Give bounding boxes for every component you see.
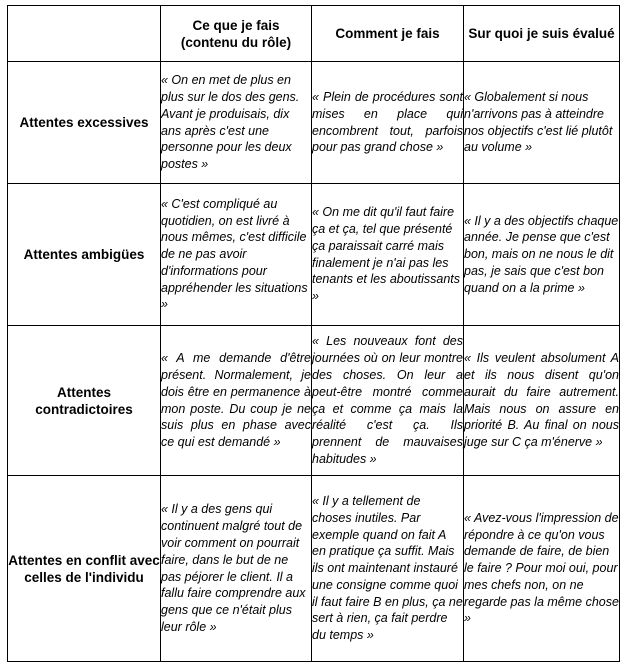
quote-ambiguous-what: « C'est compliqué au quotidien, on est livré à nous mêmes, c'est difficile de ne pas avoir d'informations pour appréhender les situations » bbox=[161, 184, 312, 326]
table-row-excessive bbox=[8, 62, 620, 184]
quote-ambiguous-evaluated: « Il y a des objectifs chaque année. Je pense que c'est bon, mais on ne nous le dit pas, je sais que c'est bon quand on a la prime » bbox=[464, 184, 620, 326]
header-how-i-do: Comment je fais bbox=[312, 6, 464, 62]
quote-conflict-what: « Il y a des gens qui continuent malgré tout de voir comment on pourrait faire, dans le but de ne pas péjorer le client. Il a fallu faire comprendre aux gens que ce n'était plus leur rôle » bbox=[161, 476, 312, 662]
header-evaluated-on: Sur quoi je suis évalué bbox=[464, 6, 620, 62]
quote-contradictory-evaluated: « Ils veulent absolument A et ils nous disent qu'on aurait du faire autrement. Mais nous on assure en priorité B. Au final on nous juge sur C ça m'énerve » bbox=[464, 326, 620, 476]
header-row bbox=[8, 6, 620, 62]
header-corner-cell bbox=[8, 6, 161, 62]
quote-contradictory-what: « A me demande d'être présent. Normalement, je dois être en permanence à mon poste. Du coup je ne suis plus en phase avec ce qui est demandé » bbox=[161, 326, 312, 476]
table-row-conflict bbox=[8, 476, 620, 662]
header-what-i-do-line1: Ce que je fais (contenu du rôle) bbox=[180, 17, 292, 50]
table-row-ambiguous bbox=[8, 184, 620, 326]
row-label-conflict: Attentes en conflit avec celles de l'individu bbox=[8, 476, 161, 662]
quote-excessive-what: « On en met de plus en plus sur le dos des gens. Avant je produisais, dix ans après c'est une personne pour les deux postes » bbox=[161, 62, 312, 184]
quote-contradictory-how: « Les nouveaux font des journées où on leur montre des choses. On leur a peut-être montré comme ça et comme ça mais la réalité c'est ça. Ils prennent de mauvaises habitudes » bbox=[312, 326, 464, 476]
quote-conflict-how: « Il y a tellement de choses inutiles. Par exemple quand on fait A en pratique ça suffit. Mais ils ont maintenant instauré une consigne comme quoi il faut faire B en plus, ça ne sert à rien, ça fait perdre du temps » bbox=[312, 476, 464, 662]
role-expectations-table bbox=[7, 5, 620, 662]
quote-ambiguous-how: « On me dit qu'il faut faire ça et ça, tel que présenté ça paraissait carré mais finalement je n'ai pas les tenants et les aboutissants » bbox=[312, 184, 464, 326]
header-what-i-do bbox=[161, 6, 312, 62]
table-row-contradictory bbox=[8, 326, 620, 476]
quote-conflict-evaluated: « Avez-vous l'impression de répondre à ce qu'on vous demande de faire, de bien le faire ? Pour moi oui, pour mes chefs non, on ne regarde pas la même chose » bbox=[464, 476, 620, 662]
row-label-excessive: Attentes excessives bbox=[8, 62, 161, 184]
row-label-ambiguous: Attentes ambigües bbox=[8, 184, 161, 326]
quote-excessive-evaluated: « Globalement si nous n'arrivons pas à atteindre nos objectifs c'est lié plutôt au volume » bbox=[464, 62, 620, 184]
quote-excessive-how: « Plein de procédures sont mises en place qui encombrent tout, parfois pour pas grand chose » bbox=[312, 62, 464, 184]
row-label-contradictory: Attentes contradictoires bbox=[8, 326, 161, 476]
